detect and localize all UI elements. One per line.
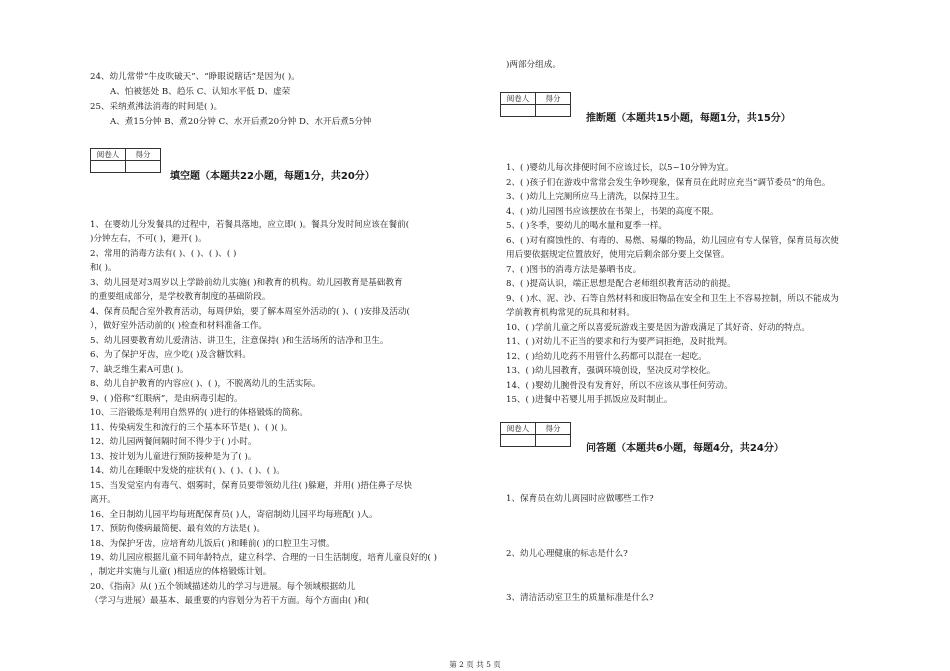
score-label: 得分 (126, 149, 161, 161)
question-line: 6、( )对有腐蚀性的、有毒的、易燃、易爆的物品，幼儿园应有专人保管，保育员每次使 (506, 236, 839, 246)
question-line: A、怕被惩处 B、趋乐 C、认知水平低 D、虚荣 (110, 87, 291, 97)
question-line: 14、( )婴幼儿腕骨没有发育好，所以不应该从事任何劳动。 (506, 381, 733, 391)
question-line: 11、传染病发生和流行的三个基本环节是( )、( )( )。 (90, 423, 293, 433)
question-line: 16、全日制幼儿园平均每班配保育员( )人，寄宿制幼儿园平均每班配( )人。 (90, 510, 378, 520)
question-line: 1、在婴幼儿分发餐具的过程中，若餐具落地，应立即( )。餐具分发时间应该在餐前( (90, 220, 410, 230)
reviewer-cell[interactable] (501, 105, 536, 117)
score-cell[interactable] (536, 435, 571, 447)
reviewer-label: 阅卷人 (501, 93, 536, 105)
question-line: 4、保育员配合室外教育活动，每周伊始，要了解本周室外活动的( )、( )安排及活动( (90, 307, 410, 317)
question-line: ），做好室外活动前的( )检查和材料准备工作。 (90, 321, 268, 331)
score-table-judge (500, 92, 571, 117)
question-line: 15、( )进餐中若婴儿用手抓饭应及时制止。 (506, 395, 673, 405)
score-cell[interactable] (126, 161, 161, 173)
question-line: 2、常用的消毒方法有( )、( )、( )、( ) (90, 249, 237, 259)
question-line: 10、( )学前儿童之所以喜爱玩游戏主要是因为游戏满足了其好奇、好动的特点。 (506, 323, 810, 333)
question-line: 学前教育机构常见的玩具和材料。 (506, 308, 635, 318)
question-line: 1、保育员在幼儿离园时应做哪些工作? (506, 494, 654, 504)
question-line: 的重要组成部分，是学校教育制度的基础阶段。 (90, 292, 271, 302)
score-table-fill (90, 148, 161, 173)
fill-section-title: 填空题（本题共22小题，每题1分，共20分） (170, 171, 375, 182)
question-line: 用后要依据规定位置放好，使用完后剩余部分要上交保管。 (506, 250, 730, 260)
question-line: 8、幼儿自护教育的内容应( )、( )，不脱离幼儿的生活实际。 (90, 379, 321, 389)
question-line: 12、幼儿园两餐间隔时间不得少于( )小时。 (90, 437, 257, 447)
score-cell[interactable] (536, 105, 571, 117)
question-line: 3、清洁活动室卫生的质量标准是什么? (506, 593, 654, 603)
question-line: 10、三浴锻炼是利用自然界的( )进行的体格锻炼的简称。 (90, 408, 309, 418)
reviewer-cell[interactable] (501, 435, 536, 447)
score-label: 得分 (536, 93, 571, 105)
question-line: 17、预防佝偻病最简便、最有效的方法是( )。 (90, 524, 266, 534)
page-footer: 第 2 页 共 5 页 (449, 660, 501, 669)
reviewer-label: 阅卷人 (501, 423, 536, 435)
question-line: 6、为了保护牙齿，应少吃( )及含糖饮料。 (90, 350, 251, 360)
question-line: 12、( )给幼儿吃药不用管什么药都可以混在一起吃。 (506, 352, 707, 362)
question-line: 2、幼儿心理健康的标志是什么? (506, 549, 628, 559)
question-line: 18、为保护牙齿，应培育幼儿饭后( )和睡前( )的口腔卫生习惯。 (90, 539, 335, 549)
question-line: 19、幼儿园应根据儿童不同年龄特点，建立科学、合理的一日生活制度，培育儿童良好的( ) (90, 553, 437, 563)
question-line: 20、《指南》从( )五个领域描述幼儿的学习与进展。每个领域根据幼儿 (90, 582, 356, 592)
question-line: 15、当发觉室内有毒气、烟雾时，保育员要带领幼儿往( )躲避，并用( )捂住鼻子尽快 (90, 481, 412, 491)
question-line: 3、( )幼儿上完厕所应马上清洗，以保持卫生。 (506, 192, 685, 202)
question-line: 7、缺乏维生素A可患( )。 (90, 365, 189, 375)
question-line: 和( )。 (90, 263, 117, 273)
question-line: 9、( )水、泥、沙、石等自然材料和废旧物品在安全和卫生上不容易控制，所以不能成为 (506, 294, 839, 304)
continuation-line: )两部分组成。 (506, 60, 561, 70)
judge-section-title: 推断题（本题共15小题，每题1分，共15分） (586, 113, 791, 124)
question-line: )分钟左右，不可( )，避开( )。 (90, 234, 207, 244)
question-line: 13、( )幼儿园教育，强调环境创设，坚决反对学校化。 (506, 366, 716, 376)
question-line: 24、幼儿常带“牛皮吹破天”、“睁眼说瞎话”是因为( )。 (90, 72, 300, 82)
question-line: 3、幼儿园是对3周岁以上学龄前幼儿实施( )和教育的机构。幼儿园教育是基础教育 (90, 278, 403, 288)
question-line: ，制定并实施与儿童( )相适应的体格锻炼计划。 (90, 567, 272, 577)
question-line: 9、( )俗称“红眼病”，是由病毒引起的。 (90, 394, 243, 404)
question-line: 2、( )孩子们在游戏中常常会发生争吵现象，保育员在此时应充当“调节委员”的角色。 (506, 178, 831, 188)
question-line: 25、采纳煮沸法消毒的时间是( )。 (90, 102, 223, 112)
question-line: 离开。 (90, 495, 116, 505)
score-table-qa (500, 422, 571, 447)
question-line: 7、( )图书的消毒方法是暴晒书皮。 (506, 265, 642, 275)
reviewer-label: 阅卷人 (91, 149, 126, 161)
question-line: 1、( )婴幼儿每次排便时间不应该过长，以5~10分钟为宜。 (506, 163, 734, 173)
question-line: 5、幼儿园要教育幼儿爱清洁、讲卫生，注意保持( )和生活场所的洁净和卫生。 (90, 336, 389, 346)
score-label: 得分 (536, 423, 571, 435)
question-line: 14、幼儿在睡眠中发烧的症状有( )、( )、( )、( )。 (90, 466, 285, 476)
question-line: 11、( )对幼儿不正当的要求和行为要严词拒绝，及时批判。 (506, 337, 733, 347)
question-line: A、煮15分钟 B、煮20分钟 C、水开后煮20分钟 D、水开后煮5分钟 (110, 117, 372, 127)
question-line: 13、按计划为儿童进行预防接种是为了( )。 (90, 452, 257, 462)
question-line: 5、( )冬季，要幼儿的喝水量和夏季一样。 (506, 221, 667, 231)
question-line: 4、( )幼儿园图书应该摆放在书架上，书架的高度不限。 (506, 207, 719, 217)
question-line: （学习与进展）最基本、最重要的内容划分为若干方面。每个方面由( )和( (90, 596, 370, 606)
question-line: 8、( )提高认识，端正思想是配合老师组织教育活动的前提。 (506, 279, 736, 289)
qa-section-title: 问答题（本题共6小题，每题4分，共24分） (586, 443, 784, 454)
reviewer-cell[interactable] (91, 161, 126, 173)
